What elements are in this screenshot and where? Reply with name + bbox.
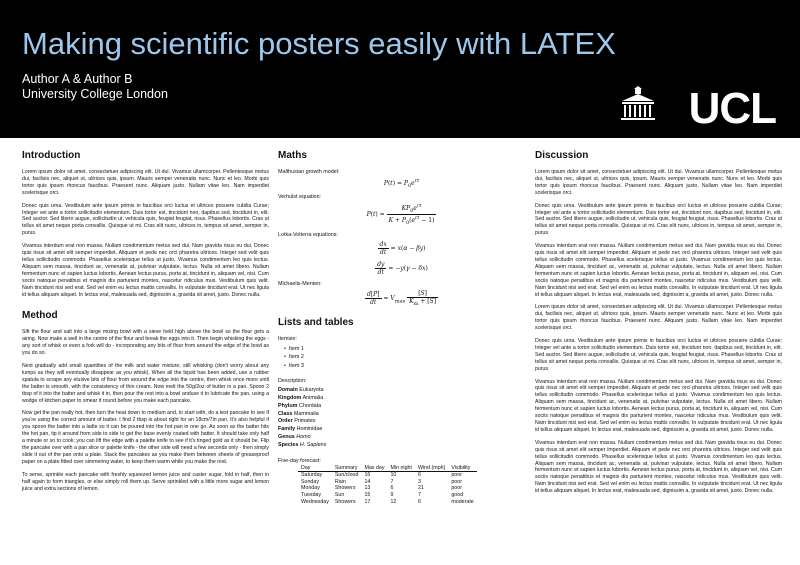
table-header: Summary (332, 465, 362, 472)
lotka-volterra-equation-2: $\frac{dy}{dt}$ = −y(γ − δx) (377, 260, 428, 276)
intro-paragraph: Lorem ipsum dolor sit amet, consectetuer adipiscing elit. Ut dui. Vivamus ullamcorper. Pellentesque metus dui, facilisis nec, aliquet ut, ultrices quis, ipsum. Mauris semper venenatis nunc. Nunc et leo. Morbi quis tortor quis ipsum rhoncus faucibus. Praesent nunc. Aliquam justo. Nullam vitae leo. Nam imperdiet scelerisque orci. (22, 169, 269, 196)
table-header: Wind (mph) (415, 465, 448, 472)
table-header: Min night (387, 465, 415, 472)
taxonomy-value: Mammalia (293, 410, 319, 417)
list-item: • Item 1 (284, 345, 525, 354)
taxonomy-value: Animalia (302, 395, 324, 402)
table-cell: Monday (301, 485, 320, 492)
taxonomy-term: Kingdom (278, 395, 302, 402)
taxonomy-term: Species (278, 441, 299, 448)
forecast-table (298, 465, 477, 506)
table-cell: Sun/cloud (334, 472, 359, 479)
taxonomy-value: Eukaryota (299, 387, 324, 394)
verhulst-label: Verhulst equation: (278, 194, 322, 201)
description-label: Description: (278, 378, 307, 385)
table-cell: 13 (364, 485, 371, 492)
table-cell: 12 (390, 498, 397, 505)
intro-paragraph: Donec quis urna. Vestibulum ante ipsum primis in faucibus orci luctus et ultrices posuere cubilia Curae; Integer vel ante a tortor sollicitudin elementum. Duis tortor est, tincidunt non, dapibus sed, tincidunt in, elit. Sed auctor. Sed libero augue, sollicitudin ut, vehicula quis, feugiat feugiat, risus. Phasellus lobortis. Cras ut tellus sit amet neque porta convallis. Quisque ut mi. Cras elit nunc, ultrices in, tempus sit amet, semper in, purus. (22, 202, 269, 237)
taxonomy-row (278, 434, 525, 442)
taxonomy-value: H. Sapiens (299, 441, 327, 448)
table-cell: 10 (390, 472, 397, 479)
column-right (535, 150, 782, 501)
taxonomy-value: Homo (296, 434, 311, 441)
taxonomy-term: Domain (278, 387, 298, 394)
table-cell: good (451, 492, 464, 498)
method-paragraph: Next gradually add small quantities of the milk and water mixture, still whisking (don't worry about any lumps as they will eventually disappear as you whisk). When all the liquid has been added, use a rubber spatula to scrape any elusive bits of flour from around the edge into the centre, then whisk once more until the batter is smooth, with the consistency of thin cream. Now melt the 50g/2oz of butter in a pan. Spoon 2 tbsp of it into the batter and whisk it in, then pour the rest into a bowl anduse it to lubricate the pan, using a wodge of kitchen paper to smear it round before you make each pancake. (22, 363, 269, 404)
taxonomy-term: Order (278, 418, 293, 425)
table-cell: poor (451, 485, 462, 492)
table-cell: 17 (364, 498, 371, 505)
lotka-volterra-equation-1: $\frac{dx}{dt}$ = x(α − βy) (379, 240, 426, 256)
method-paragraph: To serve, sprinkle each pancake with freshly squeezed lemon juice and caster sugar, fold in half, then in half again to form triangles, or else simply roll them up. Serve sprinkled with a little more sugar and lemon juice and extra sections of lemon. (22, 471, 269, 492)
table-cell: 16 (364, 472, 371, 479)
table-cell: Showers (334, 498, 356, 505)
table-cell: poor (451, 472, 462, 479)
intro-paragraph: Vivamus interdum erat non massa. Nullam condimentum metus sed dui. Nam gravida risus eu dui. Donec quis risus sit amet elit semper imperdiet. Aliquam et pede nec orci pharetra ultrices. Integer sed velit quis tellus sollicitudin commodo. Phasellus scelerisque tellus ut justo. Vivamus condimentum leo quis lectus. Aliquam sem massa, tincidunt ac, venenatis at, pulvinar vulputate, lectus. Nulla sit amet libero. Nullam fermentum nunc et sapien luctus lobortis. Aenean lectus purus, porta at, tincidunt in, aliquam vel, nisi. Cum sociis natoque penatibus et magnis dis parturient montes, nascetur ridiculus mus. Vestibulum quis velit. Nam tincidunt nisi sed erat. Sed vel enim eu lectus mattis convallis. In vulputate tincidunt erat. Ut nec ligula id tellus aliquam aliquet. In lectus erat, malesuada sed, dignissim a, gravida sit amet, justo. Donec nulla. (22, 243, 269, 298)
table-cell: 14 (364, 478, 371, 485)
taxonomy-value: Chordata (298, 402, 322, 409)
poster-title: Making scientific posters easily with LATEX (22, 26, 616, 61)
portico-icon (621, 86, 655, 120)
taxonomy-term: Genus (278, 434, 295, 441)
taxonomy-row (278, 403, 525, 411)
discussion-paragraph: Lorem ipsum dolor sit amet, consectetuer adipiscing elit. Ut dui. Vivamus ullamcorper. Pellentesque metus dui, facilisis nec, aliquet ut, ultrices quis, ipsum. Mauris semper venenatis nunc. Nunc et leo. Morbi quis tortor quis ipsum rhoncus faucibus. Praesent nunc. Aliquam justo. Nullam vitae leo. Nam imperdiet scelerisque orci. (535, 304, 782, 332)
table-header: Visibility (448, 465, 476, 472)
table-row (298, 472, 477, 479)
column-left (22, 150, 269, 498)
table-cell: moderate (451, 498, 474, 505)
taxonomy-term: Phylum (278, 402, 298, 409)
ucl-logo (618, 86, 778, 126)
discussion-paragraph: Vivamus interdum erat non massa. Nullam condimentum metus sed dui. Nam gravida risus eu dui. Donec quis risus sit amet elit semper imperdiet. Aliquam et pede nec orci pharetra ultrices. Integer sed velit quis tellus sollicitudin commodo. Phasellus scelerisque tellus ut justo. Vivamus condimentum leo quis lectus. Aliquam sem massa, tincidunt ac, venenatis at, pulvinar vulputate, lectus. Nulla sit amet libero. Nullam fermentum nunc et sapien luctus lobortis. Aenean lectus purus, porta at, tincidunt in, aliquam vel, nisi. Cum sociis natoque penatibus et magnis dis parturient montes, nascetur ridiculus mus. Vestibulum quis velit. Nam tincidunt nisi sed erat. Sed vel enim eu lectus mattis convallis. In vulputate tincidunt erat. Ut nec ligula id tellus aliquam aliquet. In lectus erat, malesuada sed, dignissim a, gravida sit amet, justo. Donec nulla. (535, 243, 782, 298)
table-cell: 15 (364, 492, 371, 498)
list-item: • Item 2 (284, 353, 525, 362)
michaelis-menten-label: Michaelis-Menten: (278, 280, 322, 287)
maths-heading: Maths (278, 150, 307, 161)
affiliation: University College London (22, 87, 168, 101)
discussion-paragraph: Donec quis urna. Vestibulum ante ipsum primis in faucibus orci luctus et ultrices posuere cubilia Curae; Integer vel ante a tortor sollicitudin elementum. Duis tortor est, tincidunt non, dapibus sed, tincidunt in, elit. Sed auctor. Sed libero augue, sollicitudin ut, vehicula quis, feugiat feugiat, risus. Phasellus lobortis. Cras ut tellus sit amet neque porta convallis. Quisque ut mi. Cras elit nunc, ultrices in, tempus sit amet, semper in, purus. (535, 202, 782, 237)
table-cell: Sunday (301, 478, 319, 485)
list-item: • Item 3 (284, 362, 525, 371)
taxonomy-row (278, 387, 525, 395)
malthus-label: Malthusian growth model: (278, 169, 340, 175)
table-cell: 3 (417, 478, 421, 485)
author-block (22, 72, 168, 102)
table-header: Max day (361, 465, 387, 472)
table-header-row (298, 465, 477, 472)
table-row (298, 479, 477, 486)
taxonomy-row (278, 426, 525, 434)
table-cell: 7 (417, 492, 421, 498)
discussion-heading: Discussion (535, 150, 589, 161)
verhulst-equation: P(t) = $\frac{KP_0e^{rt}}{K + P_0(e^{rt} - 1)}$ (366, 203, 435, 227)
item-list (284, 345, 525, 371)
discussion-paragraph: Donec quis urna. Vestibulum ante ipsum primis in faucibus orci luctus et ultrices posuere cubilia Curae; Integer vel ante a tortor sollicitudin elementum. Duis tortor est, tincidunt non, dapibus sed, tincidunt in, elit. Sed auctor. Sed libero augue, sollicitudin ut, vehicula quis, feugiat feugiat, risus. Phasellus lobortis. Cras ut tellus sit amet neque porta convallis. Quisque ut mi. Cras elit nunc, ultrices in, tempus sit amet, semper in, purus. (535, 338, 782, 372)
taxonomy-value: Primates (294, 418, 316, 425)
logo-wordmark: UCL (688, 86, 776, 126)
discussion-paragraph: Vivamus interdum erat non massa. Nullam condimentum metus sed dui. Nam gravida risus eu dui. Donec quis risus sit amet elit semper imperdiet. Aliquam et pede nec orci pharetra ultrices. Integer sed velit quis tellus sollicitudin commodo. Phasellus scelerisque tellus ut justo. Vivamus condimentum leo quis lectus. Aliquam sem massa, tincidunt ac, venenatis at, pulvinar vulputate, lectus. Nulla sit amet libero. Nullam fermentum nunc et sapien luctus lobortis. Aenean lectus purus, porta at, tincidunt in, aliquam vel, nisi. Cum sociis natoque penatibus et magnis dis parturient montes, nascetur ridiculus mus. Vestibulum quis velit. Nam tincidunt nisi sed erat. Sed vel enim eu lectus mattis convallis. In vulputate tincidunt erat. Ut nec ligula id tellus aliquam aliquet. In lectus erat, malesuada sed, dignissim a, gravida sit amet, justo. Donec nulla. (535, 439, 782, 495)
table-cell: poor (451, 478, 462, 485)
introduction-heading: Introduction (22, 150, 81, 161)
method-paragraph: Now get the pan really hot, then turn the heat down to medium and, to start with, do a test pancake to see if you're using the correct amount of batter. I find 2 tbsp is about right for an 18cm/7in pan. It's also helpful if you spoon the batter into a ladle so it can be poured into the hot pan in one go. As soon as the batter hits the hot pan, tip it around from side to side to get the base evenly coated with batter. It should take only half a minute or so to cook; you can lift the edge with a palette knife to see if it's tinged gold as it should be. Flip the pancake over with a pan slice or palette knife - the other side will need a few seconds only - then simply slide it out of the pan onto a plate. Stack the pancakes as you make them between sheets of greaseproof paper on a plate fitted over simmering water, to keep them warm while you make the rest. (22, 410, 269, 465)
lists-tables-heading: Lists and tables (278, 316, 354, 328)
michaelis-menten-equation: $\frac{d[P]}{dt}$ = $V_{max}$ $\frac{[S]}{K_m + [S]}$ (366, 289, 437, 307)
taxonomy-term: Class (278, 410, 293, 417)
table-cell: 6 (417, 498, 421, 505)
table-cell: Rain (334, 478, 346, 485)
malthus-equation: $P(t) = P_0e^{rt}$ (383, 178, 420, 190)
table-row (298, 492, 477, 499)
itemize-label: Itemize: (278, 335, 297, 342)
table-cell: Saturday (301, 472, 323, 479)
taxonomy-term: Family (278, 426, 296, 433)
table-cell: 7 (390, 478, 394, 485)
table-cell: 9 (390, 492, 394, 498)
taxonomy-row (278, 442, 525, 450)
forecast-label: Five-day forecast: (278, 457, 321, 464)
table-cell: Tuesday (301, 492, 322, 498)
table-row (298, 485, 477, 492)
table-cell: Sun (334, 492, 345, 498)
taxonomy-row (278, 418, 525, 426)
method-heading: Method (22, 310, 58, 322)
discussion-paragraph: Lorem ipsum dolor sit amet, consectetuer adipiscing elit. Ut dui. Vivamus ullamcorper. Pellentesque metus dui, facilisis nec, aliquet ut, ultrices quis, ipsum. Mauris semper venenatis nunc. Nunc et leo. Morbi quis tortor quis ipsum rhoncus faucibus. Praesent nunc. Aliquam justo. Nullam vitae leo. Nam imperdiet scelerisque orci. (535, 169, 782, 196)
table-cell: Wednesday (301, 498, 329, 505)
taxonomy-list (278, 387, 525, 449)
taxonomy-value: Hominidae (296, 426, 323, 433)
table-cell: Showers (334, 485, 356, 492)
table-row (298, 499, 477, 506)
table-cell: 6 (390, 485, 394, 492)
lotka-volterra-label: Lotka-Volterra equations: (278, 231, 338, 238)
table-cell: 6 (417, 472, 421, 479)
table-cell: 21 (417, 485, 424, 492)
discussion-paragraph: Vivamus interdum erat non massa. Nullam condimentum metus sed dui. Nam gravida risus eu dui. Donec quis risus sit amet elit semper imperdiet. Aliquam et pede nec orci pharetra ultrices. Integer sed velit quis tellus sollicitudin commodo. Phasellus scelerisque tellus ut justo. Vivamus condimentum leo quis lectus. Aliquam sem massa, tincidunt ac, venenatis at, pulvinar vulputate, lectus. Nulla sit amet libero. Nullam fermentum nunc et sapien luctus lobortis. Aenean lectus purus, porta at, tincidunt in, aliquam vel, nisi. Cum sociis natoque penatibus et magnis dis parturient montes, nascetur ridiculus mus. Vestibulum quis velit. Nam tincidunt nisi sed erat. Sed vel enim eu lectus mattis convallis. In vulputate tincidunt erat. Ut nec ligula id tellus aliquam aliquet. In lectus erat, malesuada sed, dignissim a, gravida sit amet, justo. Donec nulla. (535, 378, 782, 433)
column-middle (278, 150, 525, 505)
method-paragraph: Sift the flour and salt into a large mixing bowl with a sieve held high above the bowl so the flour gets a airing. Now make a well in the centre of the flour and break the eggs into it. Then begin whisking the eggs - any sort of whisk or even a fork will do - incorporating any bits of flour from around the edge of the bowl as you do so. (22, 329, 269, 357)
taxonomy-row (278, 395, 525, 403)
author-names: Author A & Author B (22, 72, 133, 86)
poster-header (0, 0, 800, 138)
taxonomy-row (278, 411, 525, 419)
table-header: Day (298, 465, 332, 472)
